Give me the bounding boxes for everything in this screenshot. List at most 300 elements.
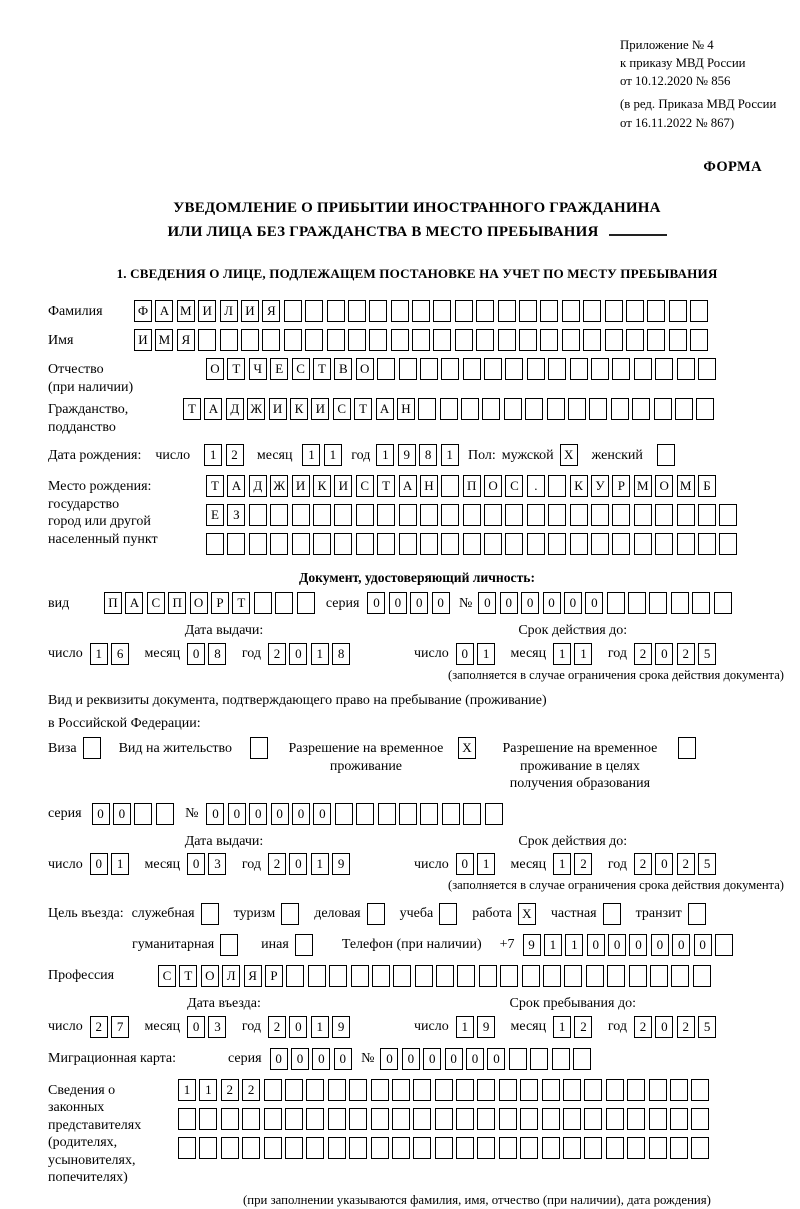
char-cell[interactable] <box>435 1079 453 1101</box>
char-cell[interactable] <box>564 965 582 987</box>
char-cell[interactable] <box>693 965 711 987</box>
char-cell[interactable] <box>627 1079 645 1101</box>
char-cell[interactable] <box>584 1137 602 1159</box>
char-cell[interactable] <box>696 398 714 420</box>
char-cell[interactable]: 2 <box>677 643 695 665</box>
char-cell[interactable] <box>264 1079 282 1101</box>
char-cell[interactable]: 0 <box>456 853 474 875</box>
char-cell[interactable] <box>399 504 417 526</box>
char-cell[interactable]: 2 <box>634 643 652 665</box>
char-cell[interactable] <box>420 533 438 555</box>
char-cell[interactable] <box>612 533 630 555</box>
char-cell[interactable]: Т <box>354 398 372 420</box>
char-cell[interactable]: А <box>376 398 394 420</box>
char-cell[interactable] <box>306 1108 324 1130</box>
char-cell[interactable]: П <box>463 475 481 497</box>
char-cell[interactable] <box>530 1048 548 1070</box>
char-cell[interactable] <box>457 965 475 987</box>
char-cell[interactable]: 2 <box>268 643 286 665</box>
char-cell[interactable] <box>649 592 667 614</box>
char-cell[interactable]: 0 <box>313 803 331 825</box>
char-cell[interactable] <box>591 533 609 555</box>
char-cell[interactable] <box>675 398 693 420</box>
char-cell[interactable]: Т <box>179 965 197 987</box>
char-cell[interactable] <box>415 965 433 987</box>
char-cell[interactable] <box>690 300 708 322</box>
char-cell[interactable]: Р <box>211 592 229 614</box>
char-cell[interactable] <box>540 300 558 322</box>
char-cell[interactable]: 9 <box>332 853 350 875</box>
char-cell[interactable] <box>649 1137 667 1159</box>
char-cell[interactable]: 0 <box>291 1048 309 1070</box>
char-cell[interactable] <box>463 533 481 555</box>
char-cell[interactable] <box>654 398 672 420</box>
char-cell[interactable]: 0 <box>587 934 605 956</box>
purpose-official-checkbox[interactable] <box>201 903 219 925</box>
char-cell[interactable] <box>241 329 259 351</box>
char-cell[interactable]: 2 <box>242 1079 260 1101</box>
char-cell[interactable]: 2 <box>221 1079 239 1101</box>
char-cell[interactable] <box>542 1137 560 1159</box>
char-cell[interactable]: 2 <box>574 853 592 875</box>
char-cell[interactable] <box>461 398 479 420</box>
char-cell[interactable]: 0 <box>478 592 496 614</box>
char-cell[interactable] <box>399 803 417 825</box>
char-cell[interactable] <box>606 1079 624 1101</box>
char-cell[interactable]: 0 <box>228 803 246 825</box>
char-cell[interactable]: Я <box>177 329 195 351</box>
char-cell[interactable] <box>436 965 454 987</box>
char-cell[interactable]: 8 <box>208 643 226 665</box>
char-cell[interactable] <box>393 965 411 987</box>
char-cell[interactable]: Л <box>220 300 238 322</box>
char-cell[interactable] <box>305 329 323 351</box>
char-cell[interactable] <box>547 398 565 420</box>
char-cell[interactable] <box>349 1108 367 1130</box>
char-cell[interactable]: 1 <box>441 444 459 466</box>
char-cell[interactable] <box>254 592 272 614</box>
char-cell[interactable] <box>606 1137 624 1159</box>
char-cell[interactable] <box>634 358 652 380</box>
char-cell[interactable] <box>369 300 387 322</box>
char-cell[interactable] <box>607 965 625 987</box>
char-cell[interactable]: 6 <box>111 643 129 665</box>
char-cell[interactable]: О <box>356 358 374 380</box>
char-cell[interactable] <box>552 1048 570 1070</box>
char-cell[interactable] <box>306 1079 324 1101</box>
char-cell[interactable]: П <box>104 592 122 614</box>
char-cell[interactable]: 0 <box>585 592 603 614</box>
char-cell[interactable]: 1 <box>553 643 571 665</box>
char-cell[interactable] <box>334 533 352 555</box>
char-cell[interactable]: Б <box>698 475 716 497</box>
char-cell[interactable]: 1 <box>324 444 342 466</box>
char-cell[interactable] <box>369 329 387 351</box>
char-cell[interactable] <box>690 329 708 351</box>
char-cell[interactable] <box>607 592 625 614</box>
char-cell[interactable]: Я <box>262 300 280 322</box>
char-cell[interactable] <box>264 1108 282 1130</box>
char-cell[interactable]: Д <box>226 398 244 420</box>
char-cell[interactable] <box>698 533 716 555</box>
char-cell[interactable] <box>477 1108 495 1130</box>
char-cell[interactable] <box>351 965 369 987</box>
char-cell[interactable] <box>677 358 695 380</box>
char-cell[interactable]: Ф <box>134 300 152 322</box>
char-cell[interactable]: С <box>505 475 523 497</box>
char-cell[interactable] <box>377 533 395 555</box>
char-cell[interactable] <box>568 398 586 420</box>
char-cell[interactable] <box>484 504 502 526</box>
char-cell[interactable] <box>456 1137 474 1159</box>
char-cell[interactable] <box>285 1137 303 1159</box>
char-cell[interactable] <box>719 533 737 555</box>
char-cell[interactable] <box>563 1137 581 1159</box>
char-cell[interactable]: 0 <box>608 934 626 956</box>
char-cell[interactable] <box>498 300 516 322</box>
char-cell[interactable] <box>505 533 523 555</box>
char-cell[interactable]: Л <box>222 965 240 987</box>
char-cell[interactable]: И <box>334 475 352 497</box>
char-cell[interactable] <box>328 1079 346 1101</box>
char-cell[interactable]: С <box>158 965 176 987</box>
char-cell[interactable]: Д <box>249 475 267 497</box>
char-cell[interactable] <box>313 533 331 555</box>
char-cell[interactable] <box>584 1108 602 1130</box>
char-cell[interactable] <box>714 592 732 614</box>
char-cell[interactable] <box>463 504 481 526</box>
char-cell[interactable]: 9 <box>332 1016 350 1038</box>
char-cell[interactable] <box>484 358 502 380</box>
char-cell[interactable]: 0 <box>187 1016 205 1038</box>
char-cell[interactable]: С <box>292 358 310 380</box>
char-cell[interactable]: Я <box>244 965 262 987</box>
char-cell[interactable] <box>220 329 238 351</box>
purpose-work-checkbox[interactable]: X <box>518 903 536 925</box>
char-cell[interactable] <box>583 300 601 322</box>
char-cell[interactable] <box>677 533 695 555</box>
char-cell[interactable] <box>670 1137 688 1159</box>
char-cell[interactable] <box>698 358 716 380</box>
char-cell[interactable] <box>476 329 494 351</box>
char-cell[interactable]: 1 <box>477 853 495 875</box>
purpose-private-checkbox[interactable] <box>603 903 621 925</box>
char-cell[interactable]: 0 <box>432 592 450 614</box>
char-cell[interactable]: 1 <box>204 444 222 466</box>
option-temp-residence-education-checkbox[interactable] <box>678 737 696 759</box>
char-cell[interactable] <box>562 329 580 351</box>
char-cell[interactable] <box>456 1108 474 1130</box>
char-cell[interactable]: С <box>333 398 351 420</box>
char-cell[interactable] <box>527 504 545 526</box>
char-cell[interactable] <box>440 398 458 420</box>
char-cell[interactable] <box>527 358 545 380</box>
char-cell[interactable] <box>612 358 630 380</box>
char-cell[interactable]: 5 <box>698 1016 716 1038</box>
char-cell[interactable] <box>221 1137 239 1159</box>
char-cell[interactable] <box>479 965 497 987</box>
char-cell[interactable]: А <box>125 592 143 614</box>
char-cell[interactable] <box>441 358 459 380</box>
char-cell[interactable] <box>275 592 293 614</box>
char-cell[interactable]: 0 <box>402 1048 420 1070</box>
char-cell[interactable] <box>527 533 545 555</box>
char-cell[interactable]: Т <box>232 592 250 614</box>
char-cell[interactable] <box>691 1079 709 1101</box>
char-cell[interactable] <box>270 533 288 555</box>
char-cell[interactable] <box>548 533 566 555</box>
char-cell[interactable] <box>199 1108 217 1130</box>
char-cell[interactable]: Ж <box>247 398 265 420</box>
char-cell[interactable] <box>542 1108 560 1130</box>
char-cell[interactable] <box>334 504 352 526</box>
char-cell[interactable]: 0 <box>289 1016 307 1038</box>
char-cell[interactable]: 9 <box>477 1016 495 1038</box>
char-cell[interactable]: 7 <box>111 1016 129 1038</box>
char-cell[interactable] <box>649 1108 667 1130</box>
purpose-humanitarian-checkbox[interactable] <box>220 934 238 956</box>
char-cell[interactable] <box>509 1048 527 1070</box>
char-cell[interactable] <box>498 329 516 351</box>
char-cell[interactable]: 3 <box>208 1016 226 1038</box>
char-cell[interactable]: 1 <box>565 934 583 956</box>
char-cell[interactable]: 0 <box>187 853 205 875</box>
char-cell[interactable]: 2 <box>268 1016 286 1038</box>
char-cell[interactable]: 1 <box>311 643 329 665</box>
char-cell[interactable]: 0 <box>655 1016 673 1038</box>
char-cell[interactable] <box>476 300 494 322</box>
char-cell[interactable] <box>591 504 609 526</box>
char-cell[interactable]: 0 <box>651 934 669 956</box>
sex-female-checkbox[interactable] <box>657 444 675 466</box>
char-cell[interactable]: И <box>198 300 216 322</box>
char-cell[interactable] <box>286 965 304 987</box>
char-cell[interactable]: 0 <box>380 1048 398 1070</box>
char-cell[interactable]: Т <box>227 358 245 380</box>
char-cell[interactable] <box>399 533 417 555</box>
char-cell[interactable] <box>335 803 353 825</box>
char-cell[interactable] <box>562 300 580 322</box>
char-cell[interactable]: С <box>356 475 374 497</box>
char-cell[interactable]: О <box>484 475 502 497</box>
char-cell[interactable]: А <box>227 475 245 497</box>
char-cell[interactable] <box>455 300 473 322</box>
char-cell[interactable]: 2 <box>90 1016 108 1038</box>
char-cell[interactable] <box>504 398 522 420</box>
char-cell[interactable]: 3 <box>208 853 226 875</box>
char-cell[interactable] <box>327 300 345 322</box>
char-cell[interactable]: 1 <box>574 643 592 665</box>
char-cell[interactable] <box>412 300 430 322</box>
char-cell[interactable]: Н <box>397 398 415 420</box>
char-cell[interactable] <box>647 300 665 322</box>
char-cell[interactable] <box>270 504 288 526</box>
char-cell[interactable] <box>670 1079 688 1101</box>
char-cell[interactable] <box>305 300 323 322</box>
char-cell[interactable] <box>441 533 459 555</box>
char-cell[interactable] <box>692 592 710 614</box>
char-cell[interactable] <box>377 358 395 380</box>
char-cell[interactable] <box>284 300 302 322</box>
char-cell[interactable]: 0 <box>90 853 108 875</box>
char-cell[interactable]: 9 <box>398 444 416 466</box>
char-cell[interactable] <box>632 398 650 420</box>
char-cell[interactable] <box>519 329 537 351</box>
char-cell[interactable] <box>356 533 374 555</box>
char-cell[interactable] <box>349 1079 367 1101</box>
char-cell[interactable] <box>371 1079 389 1101</box>
char-cell[interactable]: 0 <box>521 592 539 614</box>
char-cell[interactable] <box>548 358 566 380</box>
char-cell[interactable]: 0 <box>249 803 267 825</box>
char-cell[interactable] <box>627 1137 645 1159</box>
char-cell[interactable] <box>499 1079 517 1101</box>
char-cell[interactable] <box>669 300 687 322</box>
char-cell[interactable] <box>206 533 224 555</box>
char-cell[interactable] <box>655 533 673 555</box>
char-cell[interactable] <box>455 329 473 351</box>
char-cell[interactable] <box>677 504 695 526</box>
char-cell[interactable]: 2 <box>634 1016 652 1038</box>
char-cell[interactable] <box>629 965 647 987</box>
char-cell[interactable]: Е <box>270 358 288 380</box>
char-cell[interactable] <box>500 965 518 987</box>
char-cell[interactable]: Ч <box>249 358 267 380</box>
char-cell[interactable] <box>626 329 644 351</box>
char-cell[interactable]: 0 <box>466 1048 484 1070</box>
char-cell[interactable] <box>463 803 481 825</box>
char-cell[interactable] <box>605 300 623 322</box>
purpose-other-checkbox[interactable] <box>295 934 313 956</box>
char-cell[interactable] <box>441 475 459 497</box>
char-cell[interactable] <box>542 1079 560 1101</box>
char-cell[interactable] <box>134 803 152 825</box>
char-cell[interactable]: 0 <box>270 1048 288 1070</box>
char-cell[interactable]: 2 <box>677 853 695 875</box>
char-cell[interactable]: 0 <box>334 1048 352 1070</box>
char-cell[interactable]: А <box>399 475 417 497</box>
char-cell[interactable]: К <box>313 475 331 497</box>
char-cell[interactable] <box>655 504 673 526</box>
char-cell[interactable]: Т <box>183 398 201 420</box>
char-cell[interactable]: 0 <box>187 643 205 665</box>
char-cell[interactable] <box>484 533 502 555</box>
char-cell[interactable]: С <box>147 592 165 614</box>
char-cell[interactable]: У <box>591 475 609 497</box>
char-cell[interactable] <box>520 1108 538 1130</box>
char-cell[interactable] <box>433 329 451 351</box>
char-cell[interactable]: 0 <box>367 592 385 614</box>
char-cell[interactable] <box>589 398 607 420</box>
char-cell[interactable] <box>392 1137 410 1159</box>
char-cell[interactable]: И <box>311 398 329 420</box>
char-cell[interactable] <box>178 1137 196 1159</box>
char-cell[interactable] <box>435 1137 453 1159</box>
option-temp-residence-checkbox[interactable]: X <box>458 737 476 759</box>
char-cell[interactable]: 0 <box>289 643 307 665</box>
char-cell[interactable]: 0 <box>423 1048 441 1070</box>
char-cell[interactable] <box>671 592 689 614</box>
char-cell[interactable] <box>477 1079 495 1101</box>
char-cell[interactable]: К <box>570 475 588 497</box>
char-cell[interactable] <box>285 1108 303 1130</box>
char-cell[interactable] <box>540 329 558 351</box>
char-cell[interactable] <box>522 965 540 987</box>
char-cell[interactable] <box>328 1137 346 1159</box>
char-cell[interactable]: 2 <box>634 853 652 875</box>
char-cell[interactable] <box>198 329 216 351</box>
char-cell[interactable]: Ж <box>270 475 288 497</box>
purpose-tourism-checkbox[interactable] <box>281 903 299 925</box>
char-cell[interactable] <box>348 329 366 351</box>
char-cell[interactable] <box>583 329 601 351</box>
char-cell[interactable]: П <box>168 592 186 614</box>
char-cell[interactable] <box>441 504 459 526</box>
char-cell[interactable]: 1 <box>477 643 495 665</box>
char-cell[interactable]: 0 <box>543 592 561 614</box>
char-cell[interactable] <box>227 533 245 555</box>
char-cell[interactable] <box>591 358 609 380</box>
char-cell[interactable]: 8 <box>332 643 350 665</box>
char-cell[interactable]: О <box>655 475 673 497</box>
char-cell[interactable] <box>499 1108 517 1130</box>
char-cell[interactable] <box>392 1108 410 1130</box>
char-cell[interactable]: 1 <box>90 643 108 665</box>
char-cell[interactable] <box>313 504 331 526</box>
char-cell[interactable] <box>306 1137 324 1159</box>
char-cell[interactable] <box>356 504 374 526</box>
char-cell[interactable]: 2 <box>226 444 244 466</box>
char-cell[interactable] <box>525 398 543 420</box>
char-cell[interactable]: Е <box>206 504 224 526</box>
char-cell[interactable] <box>377 504 395 526</box>
char-cell[interactable]: 0 <box>564 592 582 614</box>
char-cell[interactable] <box>418 398 436 420</box>
char-cell[interactable]: 2 <box>268 853 286 875</box>
char-cell[interactable]: 1 <box>311 1016 329 1038</box>
char-cell[interactable] <box>349 1137 367 1159</box>
char-cell[interactable]: В <box>334 358 352 380</box>
char-cell[interactable] <box>242 1108 260 1130</box>
char-cell[interactable]: 1 <box>178 1079 196 1101</box>
char-cell[interactable] <box>670 1108 688 1130</box>
char-cell[interactable]: 0 <box>655 853 673 875</box>
char-cell[interactable] <box>442 803 460 825</box>
char-cell[interactable] <box>285 1079 303 1101</box>
char-cell[interactable] <box>671 965 689 987</box>
char-cell[interactable] <box>420 504 438 526</box>
char-cell[interactable] <box>612 504 630 526</box>
char-cell[interactable]: 1 <box>311 853 329 875</box>
char-cell[interactable] <box>627 1108 645 1130</box>
char-cell[interactable] <box>329 965 347 987</box>
char-cell[interactable]: 1 <box>544 934 562 956</box>
char-cell[interactable]: 0 <box>500 592 518 614</box>
char-cell[interactable] <box>548 504 566 526</box>
char-cell[interactable] <box>584 1079 602 1101</box>
char-cell[interactable] <box>327 329 345 351</box>
char-cell[interactable] <box>292 533 310 555</box>
char-cell[interactable]: 0 <box>445 1048 463 1070</box>
char-cell[interactable] <box>505 504 523 526</box>
char-cell[interactable] <box>634 504 652 526</box>
char-cell[interactable]: И <box>134 329 152 351</box>
char-cell[interactable] <box>606 1108 624 1130</box>
char-cell[interactable] <box>649 1079 667 1101</box>
char-cell[interactable] <box>477 1137 495 1159</box>
char-cell[interactable] <box>413 1137 431 1159</box>
char-cell[interactable] <box>413 1079 431 1101</box>
